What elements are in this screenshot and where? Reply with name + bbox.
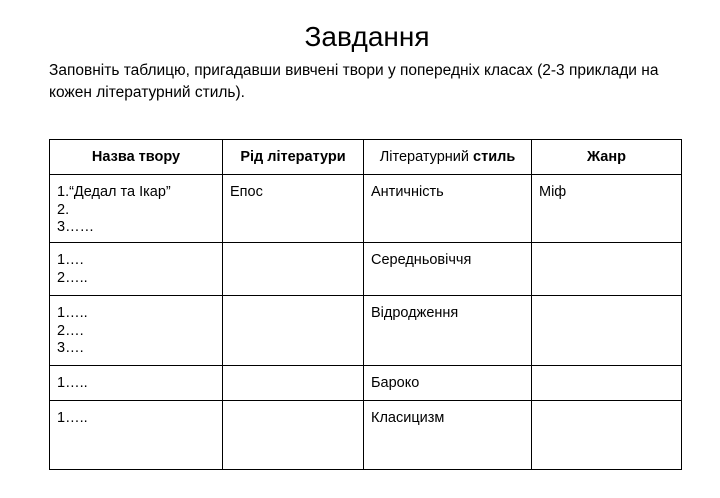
- work-cell[interactable]: [50, 296, 223, 366]
- work-line: 1….: [57, 252, 84, 268]
- table-row: [50, 243, 682, 296]
- genre-cell[interactable]: [532, 243, 682, 296]
- table-row: [50, 366, 682, 401]
- work-line: 1…..: [57, 410, 88, 426]
- work-line: 2.: [57, 201, 70, 218]
- work-line: 3….: [57, 340, 84, 356]
- page-title: Завдання: [304, 21, 430, 52]
- kind-cell[interactable]: Епос: [223, 175, 364, 243]
- task-instructions: Заповніть таблицю, пригадавши вивчені твори у попередніх класах (2-3 приклади на кожен літературний стиль).: [49, 62, 659, 101]
- genre-cell[interactable]: [532, 296, 682, 366]
- work-line: 1…..: [57, 305, 88, 321]
- kind-cell[interactable]: [223, 401, 364, 470]
- genre-cell[interactable]: [532, 401, 682, 470]
- table-row: [50, 296, 682, 366]
- header-work-title: Назва твору: [50, 140, 223, 175]
- header-style-bold: стиль: [473, 149, 516, 165]
- style-cell: Класицизм: [364, 401, 532, 470]
- style-cell: Відродження: [364, 296, 532, 366]
- work-line: 1…..: [57, 375, 88, 391]
- table-row: [50, 175, 682, 243]
- work-line: 3……: [57, 219, 95, 235]
- header-literary-style: [364, 140, 532, 175]
- work-line: 2….: [57, 322, 84, 339]
- style-cell: Античність: [364, 175, 532, 243]
- work-line: 1.“Дедал та Ікар”: [57, 184, 171, 200]
- work-cell[interactable]: [50, 175, 223, 243]
- work-line: 2…..: [57, 269, 88, 286]
- table-header-row: [50, 140, 682, 175]
- header-genre: Жанр: [532, 140, 682, 175]
- kind-cell[interactable]: [223, 366, 364, 401]
- work-cell[interactable]: [50, 243, 223, 296]
- kind-cell[interactable]: [223, 296, 364, 366]
- genre-cell[interactable]: [532, 366, 682, 401]
- genre-cell[interactable]: Міф: [532, 175, 682, 243]
- literature-table: [49, 139, 682, 470]
- header-literary-kind: Рід літератури: [223, 140, 364, 175]
- table-row: [50, 401, 682, 470]
- style-cell: Бароко: [364, 366, 532, 401]
- work-cell[interactable]: [50, 401, 223, 470]
- style-cell: Середньовіччя: [364, 243, 532, 296]
- header-style-prefix: Літературний: [379, 149, 474, 165]
- kind-cell[interactable]: [223, 243, 364, 296]
- work-cell[interactable]: [50, 366, 223, 401]
